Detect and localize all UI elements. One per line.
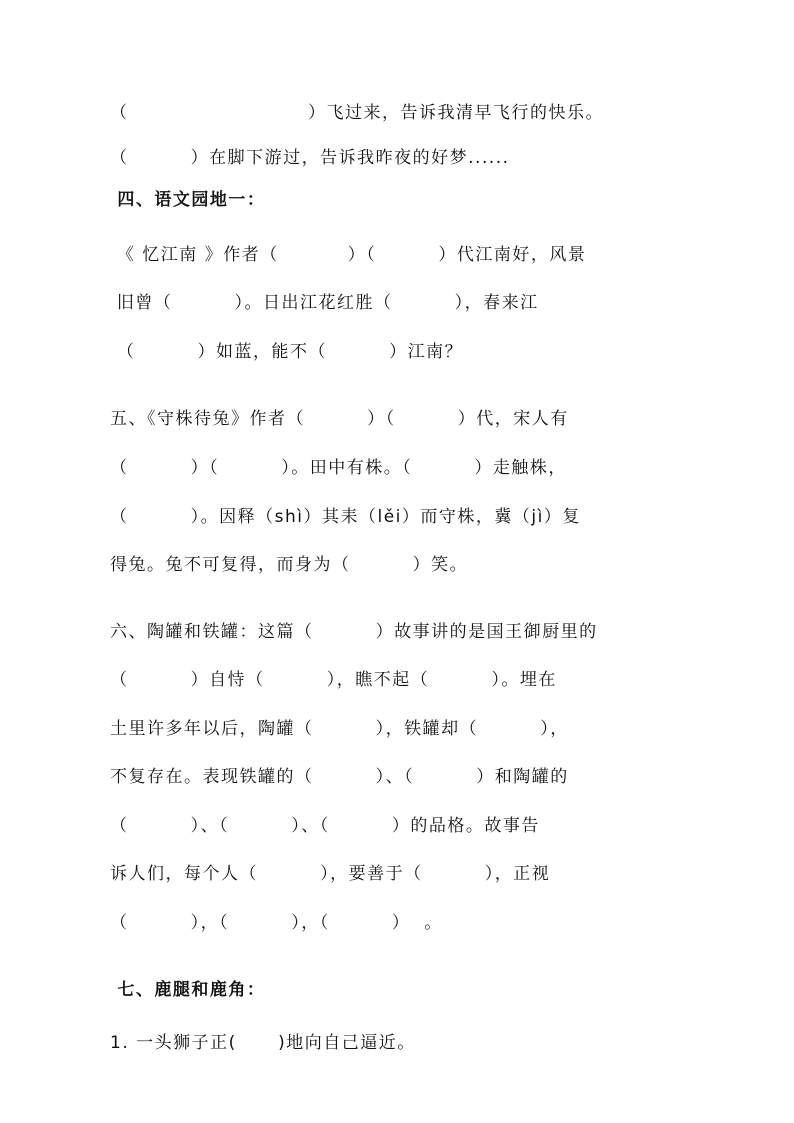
fill-line-taoguan-5: 诉人们，每个人（ ），要善于（ ），正视 bbox=[110, 864, 551, 884]
fill-line-taoguan-1: （ ）自恃（ ），瞧不起（ ）。埋在 bbox=[110, 670, 557, 690]
question-1: 1. 一头狮子正( )地向自己逼近。 bbox=[110, 1033, 416, 1053]
fill-line-taoguan-3: 不复存在。表现铁罐的（ ）、（ ）和陶罐的 bbox=[110, 767, 569, 787]
section-heading-4: 四、语文园地一： bbox=[110, 190, 266, 210]
fill-line-yijiangnan-3: （ ）如蓝，能不（ ）江南？ bbox=[110, 342, 464, 362]
fill-line-2: （ ）在脚下游过，告诉我昨夜的好梦...... bbox=[110, 148, 510, 168]
fill-line-taoguan-6: （ ），（ ），（ ） 。 bbox=[110, 913, 443, 933]
fill-line-taoguan-2: 土里许多年以后，陶罐（ ），铁罐却（ ）， bbox=[110, 719, 569, 739]
fill-line-shouzhu-1: （ ）（ ）。田中有株。（ ）走触株， bbox=[110, 458, 567, 478]
section-heading-7: 七、鹿腿和鹿角： bbox=[110, 980, 266, 1000]
fill-line-shouzhu-2: （ ）。因释（shì）其耒（lěi）而守株，冀（jì）复 bbox=[110, 507, 581, 527]
fill-line-yijiangnan-1: 《 忆江南 》作者（ ）（ ）代江南好，风景 bbox=[110, 245, 587, 265]
fill-line-1: （ ）飞过来，告诉我清早飞行的快乐。 bbox=[110, 103, 604, 123]
section-heading-5: 五、《守株待兔》作者（ ）（ ）代，宋人有 bbox=[110, 409, 569, 429]
fill-line-shouzhu-3: 得兔。兔不可复得，而身为（ ）笑。 bbox=[110, 555, 469, 575]
section-heading-6: 六、陶罐和铁罐：这篇（ ）故事讲的是国王御厨里的 bbox=[110, 622, 598, 642]
fill-line-yijiangnan-2: 旧曾（ ）。日出江花红胜（ ），春来江 bbox=[110, 293, 539, 313]
fill-line-taoguan-4: （ ）、（ ）、（ ）的品格。故事告 bbox=[110, 816, 540, 836]
